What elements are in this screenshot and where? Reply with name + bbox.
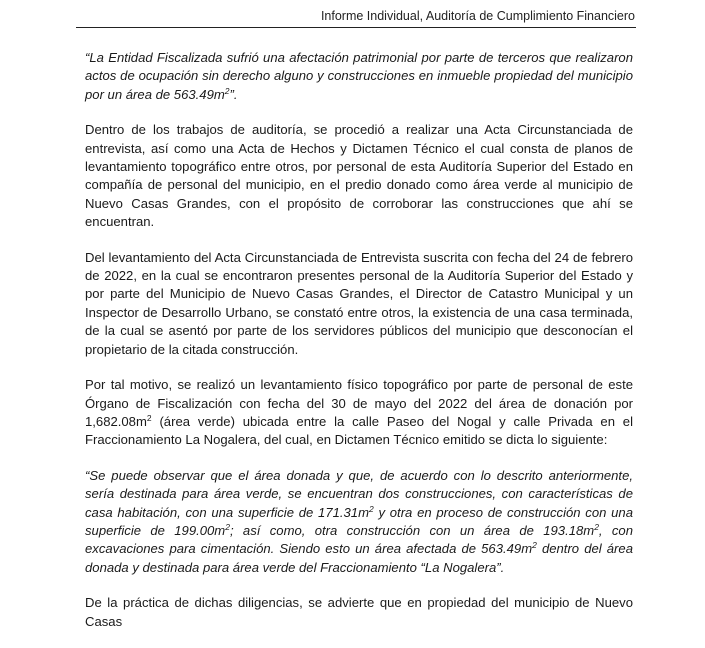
quote-2-part-3: ; así como, otra construcción con un área de 193.18m [229, 522, 595, 538]
quote-2-part-4: , con excavaciones para cimentación. Siendo esto un área afectada de 563.49m [85, 522, 634, 557]
quote-1-text: “La Entidad Fiscalizada sufrió una afectación patrimonial por parte de terceros que realizaron actos de ocupación sin derecho alguno y construcciones en inmueble propiedad del municipio por un área de 563.49m [85, 50, 633, 102]
superscript: 2 [532, 540, 537, 551]
paragraph-3 [85, 376, 633, 450]
superscript: 2 [594, 521, 599, 532]
superscript: 2 [369, 503, 374, 514]
quote-2-part-2: y otra en proceso de construcción con una superficie de 199.00m [85, 504, 633, 538]
quote-2-part-5: dentro del área donada y destinada para área verde del Fraccionamiento “La Nogalera”. [85, 541, 633, 575]
paragraph-1: Dentro de los trabajos de auditoría, se procedió a realizar una Acta Circunstanciada de entrevista, así como una Acta de Hechos y Dictamen Técnico el cual consta de planos de levantamiento topográfico entre otros, por personal de esta Auditoría Superior del Estado en compañía de personal del municipio, en el predio donado como área verde al municipio de Nuevo Casas Grandes, con el propósito de corroborar las construcciones que ahí se encuentran. [85, 122, 633, 230]
paragraph-3-part-1: Por tal motivo, se realizó un levantamiento físico topográfico por parte de personal de este Órgano de Fiscalización con fecha del 30 de mayo del 2022 del área de donación por 1,682.08m [85, 377, 633, 429]
quote-1-tail: ”. [229, 86, 238, 102]
paragraph-4: De la práctica de dichas diligencias, se advierte que en propiedad del municipio de Nuevo Casas [85, 595, 633, 629]
paragraph-2: Del levantamiento del Acta Circunstanciada de Entrevista suscrita con fecha del 24 de febrero de 2022, en la cual se encontraron presentes personal de la Auditoría Superior del Estado y por parte del Municipio de Nuevo Casas Grandes, el Director de Catastro Municipal y un Inspector de Desarrollo Urbano, se constató entre otros, la existencia de una casa terminada, de la cual se asentó por parte de los servidores públicos del municipio que desconocían el propietario de la citada construcción. [85, 249, 633, 357]
document-body [85, 49, 633, 648]
superscript: 2 [225, 521, 230, 532]
quote-2-part-1: “Se puede observar que el área donada y que, de acuerdo con lo descrito anteriormente, sería destinada para área verde, se encuentran dos construcciones, con características de casa habitación, con una superficie de 171.31m [85, 467, 633, 520]
header-divider [76, 27, 636, 28]
superscript: 2 [146, 412, 152, 423]
paragraph-3-part-2: (área verde) ubicada entre la calle Paseo del Nogal y calle Privada en el Fraccionamiento La Nogalera, del cual, en Dictamen Técnico emitido se dicta lo siguiente: [85, 413, 633, 448]
page-header [0, 0, 705, 26]
quote-paragraph-1 [85, 49, 633, 104]
quote-paragraph-2 [85, 467, 633, 577]
superscript: 2 [224, 85, 230, 96]
report-title: Informe Individual, Auditoría de Cumplimiento Financiero [320, 9, 635, 23]
